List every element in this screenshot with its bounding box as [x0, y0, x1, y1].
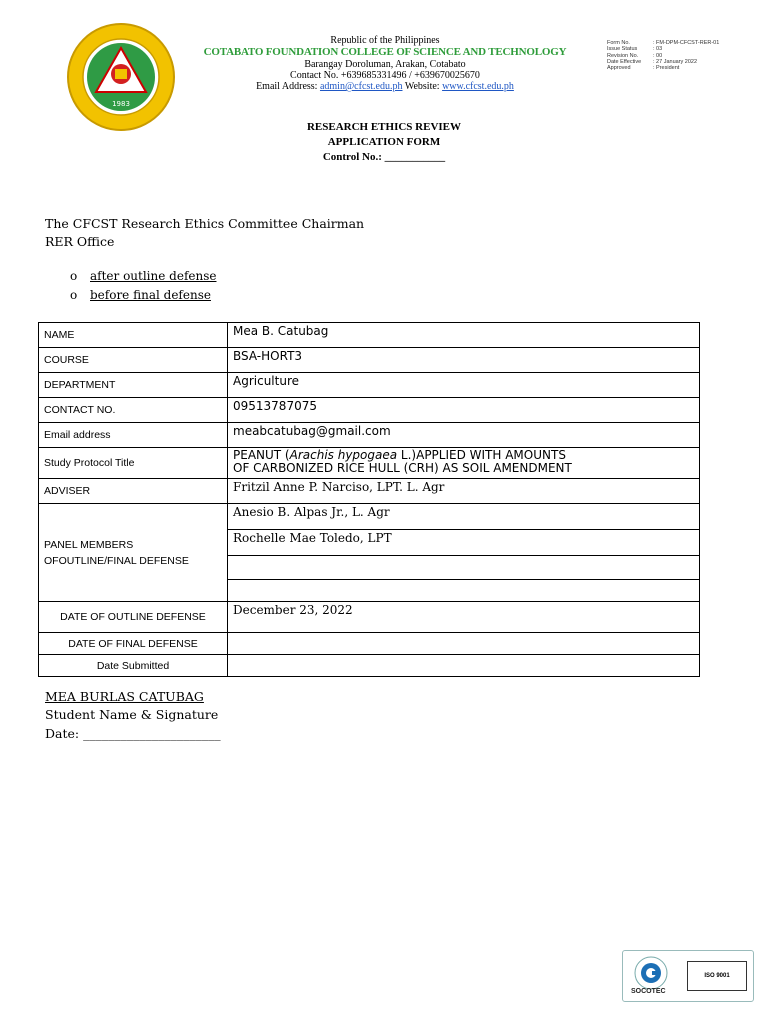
form-subtitle: APPLICATION FORM: [327, 136, 441, 148]
iso-label: ISO 9001: [687, 961, 747, 991]
form-meta-row: Date Effective : 27 January 2022: [607, 58, 698, 65]
table-row: [39, 504, 700, 530]
table-row: [39, 348, 700, 373]
republic-heading: Republic of the Philippines: [330, 35, 440, 46]
adviser-value[interactable]: Fritzil Anne P. Narciso, LPT. L. Agr: [228, 479, 700, 504]
table-row: [39, 423, 700, 448]
option-bullet-icon: o: [70, 269, 78, 283]
socotec-label: SOCOTEC: [631, 988, 666, 995]
study-title-value[interactable]: PEANUT (Arachis hypogaea L.)APPLIED WITH AMOUNTS OF CARBONIZED RICE HULL (CRH) AS SOIL AMENDMENT: [228, 448, 700, 479]
table-row: [39, 633, 700, 655]
signature-date: Date: ______________________: [45, 726, 221, 741]
outline-defense-date-label: DATE OF OUTLINE DEFENSE: [39, 602, 228, 633]
college-address: Barangay Doroluman, Arakan, Cotabato: [304, 59, 466, 70]
adviser-label: ADVISER: [39, 479, 228, 504]
addressee-line-1: The CFCST Research Ethics Committee Chairman: [45, 216, 365, 231]
contact-value[interactable]: 09513787075: [228, 398, 700, 423]
name-label: NAME: [39, 323, 228, 348]
college-name: COTABATO FOUNDATION COLLEGE OF SCIENCE AND TECHNOLOGY: [203, 46, 567, 58]
application-form-table: [38, 322, 700, 677]
form-meta-block: [607, 40, 719, 71]
email-label: Email address: [39, 423, 228, 448]
panel-member-2[interactable]: Rochelle Mae Toledo, LPT: [228, 530, 700, 556]
form-meta-row: Revision No. : 00: [607, 52, 663, 59]
course-value[interactable]: BSA-HORT3: [228, 348, 700, 373]
email-value[interactable]: meabcatubag@gmail.com: [228, 423, 700, 448]
outline-defense-date-value[interactable]: December 23, 2022: [228, 602, 700, 633]
svg-text:1983: 1983: [112, 100, 130, 108]
panel-members-label: PANEL MEMBERS OFOUTLINE/FINAL DEFENSE: [39, 504, 228, 602]
email-link[interactable]: admin@cfcst.edu.ph: [319, 81, 403, 92]
option-bullet-icon: o: [70, 288, 78, 302]
option-before-final[interactable]: o before final defense: [70, 288, 211, 302]
final-defense-date-value[interactable]: [228, 633, 700, 655]
name-value[interactable]: Mea B. Catubag: [228, 323, 700, 348]
department-value[interactable]: Agriculture: [228, 373, 700, 398]
final-defense-date-label: DATE OF FINAL DEFENSE: [39, 633, 228, 655]
college-email-website: Email Address: admin@cfcst.edu.ph Website: www.cfcst.edu.ph: [256, 81, 514, 92]
table-row: [39, 398, 700, 423]
form-meta-row: Form No. : FM-DPM-CFCST-RER-01: [607, 40, 720, 46]
date-submitted-label: Date Submitted: [39, 655, 228, 677]
iso-certification-badge: [622, 950, 754, 1002]
table-row: [39, 323, 700, 348]
date-submitted-value[interactable]: [228, 655, 700, 677]
option-after-outline[interactable]: o after outline defense: [70, 269, 217, 283]
college-seal-logo: [66, 22, 176, 132]
table-row: [39, 602, 700, 633]
addressee-line-2: RER Office: [45, 234, 115, 249]
panel-member-1[interactable]: Anesio B. Alpas Jr., L. Agr: [228, 504, 700, 530]
panel-member-4[interactable]: [228, 580, 700, 602]
contact-label: CONTACT NO.: [39, 398, 228, 423]
course-label: COURSE: [39, 348, 228, 373]
study-title-label: Study Protocol Title: [39, 448, 228, 479]
department-label: DEPARTMENT: [39, 373, 228, 398]
table-row: [39, 373, 700, 398]
student-name: MEA BURLAS CATUBAG: [45, 689, 204, 704]
college-contact: Contact No. +639685331496 / +639670025670: [290, 70, 480, 81]
form-meta-row: Issue Status : 03: [607, 46, 663, 53]
form-meta-row: Approved : President: [607, 65, 680, 72]
panel-member-3[interactable]: [228, 556, 700, 580]
table-row: [39, 655, 700, 677]
student-signature-label: Student Name & Signature: [45, 707, 219, 722]
website-link[interactable]: www.cfcst.edu.ph: [442, 81, 514, 92]
table-row: [39, 479, 700, 504]
table-row: [39, 448, 700, 479]
control-number: Control No.: ___________: [322, 151, 446, 163]
form-title: RESEARCH ETHICS REVIEW: [306, 121, 462, 133]
